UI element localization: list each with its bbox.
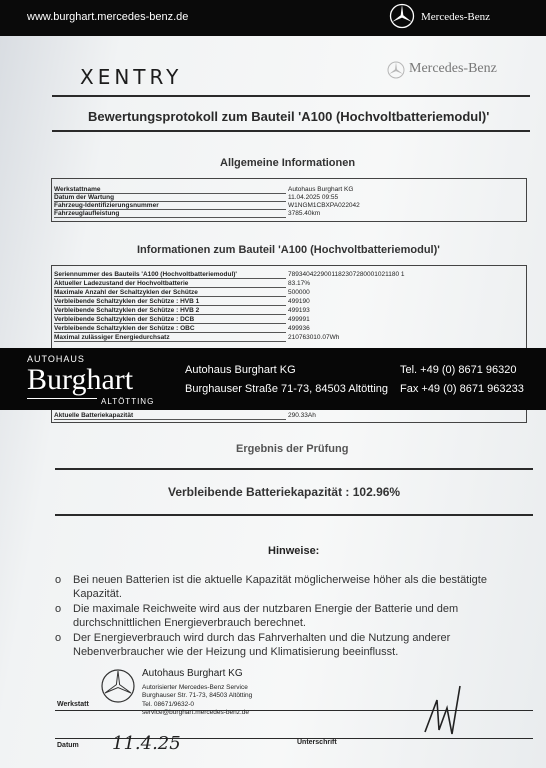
banner-autohaus: AUTOHAUS <box>27 354 85 364</box>
mercedes-star-icon <box>389 3 415 29</box>
table-row: Maximale Anzahl der Schaltzyklen der Schütze 500000 <box>54 289 310 296</box>
table-row: Seriennummer des Bauteils 'A100 (Hochvoltbatteriemodul)' 7893404229001182307280001021180 1 <box>54 271 405 278</box>
datum-label: Datum <box>57 742 79 749</box>
stamp-line: Tel. 08671/9632-0 <box>142 701 195 708</box>
table-row: Werkstattname Autohaus Burghart KG <box>54 186 354 193</box>
stamp-line: Burghauser Str. 71-73, 84503 Altötting <box>142 692 253 699</box>
table-row: Verbleibende Schaltzyklen der Schütze : DCB 499991 <box>54 316 310 323</box>
title-rule-bottom <box>52 130 530 132</box>
table-row: Aktuelle Batteriekapazität 290.33Ah <box>54 412 316 419</box>
top-bar <box>0 0 546 36</box>
notes-heading: Hinweise: <box>268 545 320 557</box>
note-text: Der Energieverbrauch wird durch das Fahrverhalten und die Nutzung anderer Nebenverbraucher wie der Heizung und Klimatisierung beeinflusst. <box>73 632 451 658</box>
document-title: Bewertungsprotokoll zum Bauteil 'A100 (Hochvoltbatteriemodul)' <box>88 109 490 124</box>
table-row: Fahrzeug-Identifizierungsnummer W1NGM1CBXPA022042 <box>54 202 360 209</box>
result-rule-top <box>55 468 533 470</box>
banner-phone[interactable]: Tel. +49 (0) 8671 96320 <box>400 364 517 376</box>
stamp-name: Autohaus Burghart KG <box>142 668 243 679</box>
bullet-marker: o <box>55 603 62 615</box>
table-row: Datum der Wartung 11.04.2025 09:55 <box>54 194 339 201</box>
table-row: Maximal zulässiger Energiedurchsatz 210763010.07Wh <box>54 334 340 341</box>
dealer-banner <box>0 348 546 410</box>
banner-fax: Fax +49 (0) 8671 963233 <box>400 383 524 395</box>
stamp-line: service@burghart.mercedes-benz.de <box>142 709 250 716</box>
table-row: Aktueller Ladezustand der Hochvoltbatterie 83.17% <box>54 280 311 287</box>
stamp-line: Autorisierter Mercedes-Benz Service <box>142 684 248 691</box>
bullet-marker: o <box>55 632 62 644</box>
table-row: Verbleibende Schaltzyklen der Schütze : HVB 2 499193 <box>54 307 310 314</box>
result-rule-bottom <box>55 514 533 516</box>
table-row: Verbleibende Schaltzyklen der Schütze : HVB 1 499190 <box>54 298 310 305</box>
section-general-heading: Allgemeine Informationen <box>220 157 356 169</box>
website-url[interactable]: www.burghart.mercedes-benz.de <box>27 11 189 23</box>
werkstatt-label: Werkstatt <box>57 701 89 708</box>
handwritten-date: 11.4.25 <box>112 733 181 754</box>
header-brand: Mercedes-Benz <box>409 61 497 76</box>
banner-company: Autohaus Burghart KG <box>185 364 296 376</box>
note-text: Die maximale Reichweite wird aus der nutzbaren Energie der Batterie und dem durchschnittlichen Energieverbrauch berechnet. <box>73 603 459 629</box>
result-heading: Ergebnis der Prüfung <box>236 443 349 455</box>
signature-label: Unterschrift <box>297 739 337 746</box>
signature-mark <box>405 672 475 742</box>
section-component-heading: Informationen zum Bauteil 'A100 (Hochvoltbatteriemodul)' <box>137 244 440 256</box>
mercedes-star-icon <box>100 668 136 704</box>
xentry-logo: XENTRY <box>80 65 183 89</box>
bullet-marker: o <box>55 574 62 586</box>
note-text: Bei neuen Batterien ist die aktuelle Kapazität möglicherweise höher als die bestätigte Kapazität. <box>73 574 487 600</box>
table-row: Verbleibende Schaltzyklen der Schütze : OBC 499936 <box>54 325 310 332</box>
table-row: Fahrzeuglaufleistung 3785.40km <box>54 210 321 217</box>
brand-name: Mercedes-Benz <box>421 11 491 23</box>
mercedes-star-icon <box>387 61 405 79</box>
banner-logo-name: Burghart <box>27 363 134 396</box>
result-value: Verbleibende Batteriekapazität : 102.96% <box>168 485 401 499</box>
title-rule-top <box>52 95 530 97</box>
banner-city: ALTÖTTING <box>101 397 155 406</box>
banner-divider <box>27 398 97 399</box>
general-info-table <box>51 178 527 222</box>
banner-address: Burghauser Straße 71-73, 84503 Altötting <box>185 383 389 395</box>
